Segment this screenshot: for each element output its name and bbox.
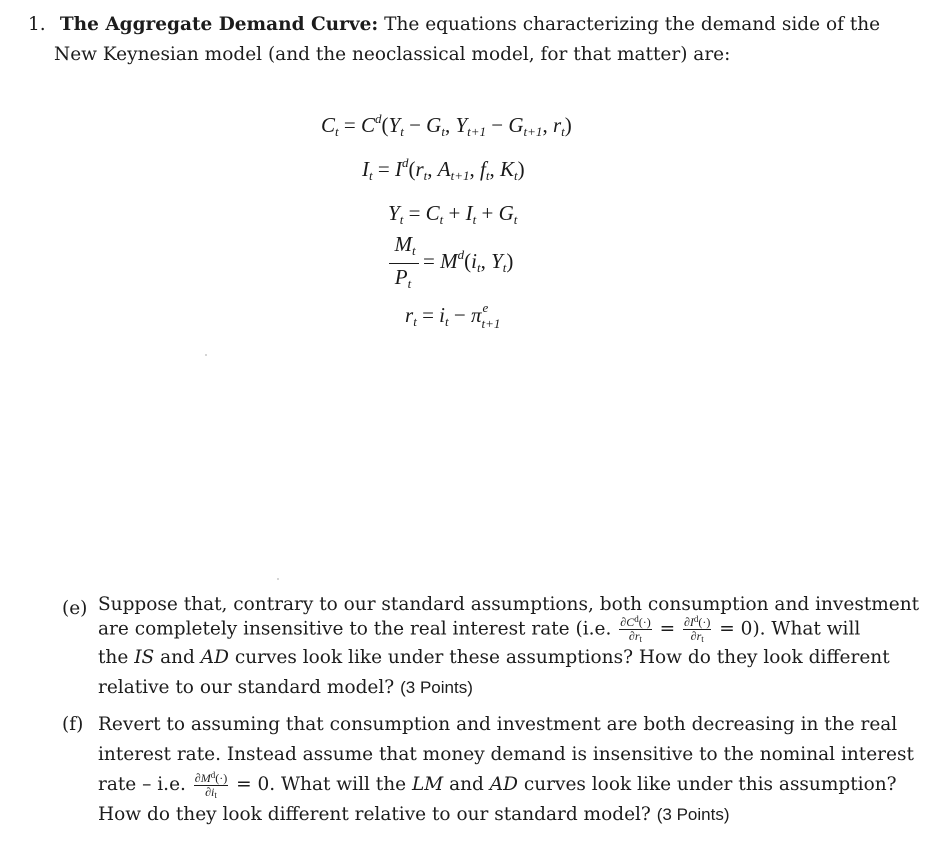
question-e-line3-a: the bbox=[98, 647, 129, 668]
problem-title: The Aggregate Demand Curve: bbox=[59, 14, 379, 35]
question-e-line2: are completely insensitive to the real interest rate (i.e. $\frac{\partial C^d(\cdot)}{\partial r_t}$ = $\frac{\partial I^d(\cdot)}{\partial r_t}$ = 0). What will bbox=[98, 614, 861, 644]
equation-investment: $I_t = I^d(r_t$, $A_{t+1}$, $f_t$, $K_t$) bbox=[362, 155, 525, 183]
scan-speck bbox=[205, 354, 207, 356]
question-f-points: (3 Points) bbox=[656, 805, 730, 824]
question-e-points: (3 Points) bbox=[400, 678, 473, 697]
question-f-line3-a: rate – i.e. bbox=[98, 774, 186, 795]
question-f-line4-text: How do they look different relative to our standard model? bbox=[98, 804, 651, 825]
is-curve-label: IS bbox=[134, 647, 155, 668]
equation-output: $Y_t = C_t + I_t + G_t$ bbox=[388, 201, 518, 227]
question-f-line1: Revert to assuming that consumption and investment are both decreasing in the real bbox=[98, 714, 898, 735]
question-e-line2-text: are completely insensitive to the real interest rate (i.e. bbox=[98, 618, 612, 640]
question-e-line4-text: relative to our standard model? bbox=[98, 677, 395, 698]
question-f-line2: interest rate. Instead assume that money demand is insensitive to the nominal interest bbox=[98, 744, 914, 765]
question-e bbox=[62, 594, 920, 703]
question-f-line3-b: = 0. What will the bbox=[236, 774, 407, 795]
problem-heading bbox=[28, 10, 908, 40]
dmd-di-fraction: $\frac{\partial M^d(\cdot)}{\partial i_t}$ bbox=[194, 769, 228, 800]
equation-fisher: $r_t = i_t - \pi$ e t+1 bbox=[405, 300, 501, 331]
ad-curve-label: AD bbox=[200, 647, 229, 668]
problem-intro-line1: The equations characterizing the demand side of the bbox=[384, 14, 881, 35]
did-dr-fraction: $\frac{\partial I^d(\cdot)}{\partial r_t}$ bbox=[683, 614, 711, 644]
question-f-label: (f) bbox=[62, 714, 84, 735]
question-e-line1: Suppose that, contrary to our standard assumptions, both consumption and investment bbox=[98, 594, 920, 615]
equation-money-numerator: $M_t$ bbox=[394, 232, 416, 258]
question-e-line2-end: = 0). What will bbox=[719, 618, 861, 640]
equation-consumption: $C_t = C^d(Y_t - G_t$, $Y_{t+1} - G_{t+1}$, $r_t$) bbox=[321, 111, 572, 139]
equation-money-fraction-bar bbox=[389, 263, 419, 264]
scan-speck bbox=[277, 578, 279, 580]
equation-money-denominator: $P_t$ bbox=[394, 265, 412, 291]
dcd-dr-fraction: $\frac{\partial C^d(\cdot)}{\partial r_t}$ bbox=[620, 614, 651, 644]
ad-curve-label-f: AD bbox=[489, 774, 518, 795]
problem-intro-line2: New Keynesian model (and the neoclassical model, for that matter) are: bbox=[54, 44, 731, 65]
question-e-line3-and: and bbox=[160, 647, 195, 668]
question-f-line4 bbox=[98, 800, 868, 830]
question-e-line4 bbox=[98, 673, 868, 703]
question-f-line3-and: and bbox=[449, 774, 484, 795]
question-f-line3 bbox=[98, 769, 897, 800]
question-e-label: (e) bbox=[62, 598, 88, 619]
lm-curve-label: LM bbox=[411, 774, 444, 795]
question-f-line3-c: curves look like under this assumption? bbox=[523, 774, 897, 795]
equation-money-demand: = $M^d(i_t$, $Y_t$) bbox=[423, 247, 514, 275]
question-e-line3-b: curves look like under these assumptions? How do they look different bbox=[234, 647, 890, 668]
question-e-line3 bbox=[98, 643, 890, 673]
problem-number: 1. bbox=[28, 14, 46, 35]
question-f bbox=[62, 710, 914, 830]
